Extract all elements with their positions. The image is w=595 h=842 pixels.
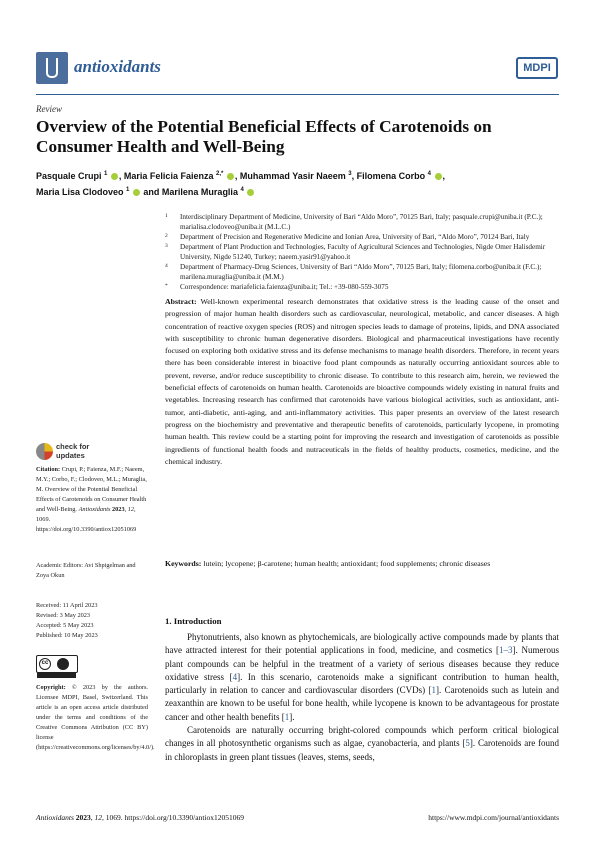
author-affil-sup: 3 bbox=[348, 171, 352, 177]
section-heading-introduction: 1. Introduction bbox=[165, 616, 222, 626]
journal-logo[interactable] bbox=[36, 52, 68, 84]
cc-by-license-icon[interactable]: cc bbox=[36, 655, 78, 673]
citation-doi-link[interactable]: , 1069. https://doi.org/10.3390/antiox12051069 bbox=[36, 506, 137, 533]
orcid-icon[interactable] bbox=[435, 173, 442, 180]
affiliation-item: 3 Department of Plant Production and Technologies, Faculty of Agricultural Sciences and Technologies, Nigde Omer Halisdemir University, Nigde 51240, Turkey; naeem.yasir91@yahoo.it bbox=[165, 243, 546, 261]
citation-link[interactable]: 5 bbox=[465, 738, 470, 749]
paragraph: Phytonutrients, also known as phytochemicals, are biologically active compounds made by plants that have attracted interest for their potential applications in food, medicine, and cosmetics [1–3]. Numerous plant compounds can be helpful in the treatment of a variety of serious diseases because they reduce oxidative stress [4]. In this scenario, carotenoids make a significant contribution to human health, particularly in relation to cancer and cardiovascular disorders (CVDs) [1]. Carotenoids such as lutein and zeaxanthin are known to be useful for bone health, while lycopene is known to be advantageous for prostate cancer and other health benefits [1]. bbox=[165, 632, 559, 722]
footer-doi-link[interactable]: , 1069. https://doi.org/10.3390/antiox12051069 bbox=[102, 813, 244, 822]
flask-icon bbox=[46, 58, 58, 78]
author-affil-sup: 1 bbox=[126, 186, 130, 193]
date-published: Published: 10 May 2023 bbox=[36, 632, 98, 639]
author-affil-sup: 4 bbox=[240, 186, 244, 193]
correspondence: * Correspondence: mariafelicia.faienza@uniba.it; Tel.: +39-080-559-3075 bbox=[165, 283, 389, 291]
author-name[interactable]: Maria Lisa Clodoveo bbox=[36, 186, 124, 197]
affiliation-item: 4 Department of Pharmacy-Drug Sciences, University of Bari “Aldo Moro”, 70125 Bari, Italy; filomena.corbo@uniba.it (F.C.); marilena.muraglia@uniba.it (M.M.) bbox=[165, 263, 542, 281]
citation-block: Citation: Crupi, P.; Faienza, M.F.; Naeem, M.Y.; Corbo, F.; Clodoveo, M.L.; Muraglia, M. Overview of the Potential Beneficial Effects of Carotenoids on Consumer Health and Well-Being. Antioxidants 2023, 12, 1069. https://doi.org/10.3390/antiox12051069 bbox=[36, 466, 147, 533]
author-name[interactable]: Maria Felicia Faienza bbox=[123, 171, 214, 181]
citation-link[interactable]: 1 bbox=[284, 711, 290, 722]
abstract bbox=[165, 296, 559, 468]
date-received: Received: 11 April 2023 bbox=[36, 602, 98, 609]
keywords-label: Keywords: bbox=[165, 559, 202, 568]
copyright-block: Copyright: © 2023 by the authors. Licensee MDPI, Basel, Switzerland. This article is an open access article distributed under the terms and conditions of the Creative Commons Attribution (CC BY) license (https://creativecommons.org/licenses/by/4.0/). bbox=[36, 684, 155, 751]
check-updates-badge[interactable]: check for updates bbox=[36, 441, 126, 463]
date-accepted: Accepted: 5 May 2023 bbox=[36, 622, 94, 629]
orcid-icon[interactable] bbox=[111, 173, 118, 180]
affiliations bbox=[165, 212, 559, 292]
journal-name[interactable]: antioxidants bbox=[74, 57, 161, 76]
author-name[interactable]: Filomena Corbo bbox=[356, 171, 426, 181]
affiliation-item: 2 Department of Precision and Regenerative Medicine and Ionian Area, University of Bari, “Aldo Moro”, 70124 Bari, Italy bbox=[165, 233, 530, 241]
affiliation-item: 1 Interdisciplinary Department of Medicine, University of Bari “Aldo Moro”, 70125 Bari, Italy; pasquale.crupi@uniba.it (P.C.); marialisa.clodoveo@uniba.it (M.L.C.) bbox=[165, 213, 543, 231]
article-title: Overview of the Potential Beneficial Effects of Carotenoids on Consumer Health and Well-Being bbox=[36, 117, 492, 156]
check-updates-icon bbox=[36, 443, 53, 460]
academic-editors: Academic Editors: Avi Shpigelman and Zoya Okun bbox=[36, 562, 136, 579]
publication-dates bbox=[36, 601, 148, 641]
author-list: Pasquale Crupi $^1$ , Maria Felicia Faienza $^{2,*}$ , Muhammad Yasir Naeem $^3$, Filomena Corbo $^4$ , Maria Lisa Clodoveo $^1$ and Marilena Muraglia $^4$ bbox=[36, 171, 446, 197]
author-name[interactable]: Muhammad Yasir Naeem bbox=[239, 171, 346, 181]
author-name[interactable]: Marilena Muraglia bbox=[161, 186, 238, 197]
citation-link[interactable]: 1 bbox=[431, 685, 437, 696]
introduction-body bbox=[165, 631, 559, 764]
mdpi-logo[interactable]: MDPI bbox=[516, 57, 558, 79]
orcid-icon[interactable] bbox=[247, 189, 254, 196]
header-divider bbox=[36, 94, 559, 95]
keywords-text: lutein; lycopene; β-carotene; human health; antioxidant; food supplements; chronic diseases bbox=[203, 559, 491, 568]
paragraph: Carotenoids are naturally occurring bright-colored compounds which perform critical biological changes in all photosynthetic organisms such as algae, cyanobacteria, and plants [5]. Carotenoids are found in chloroplasts in green plant tissues (leaves, stems, seeds, bbox=[165, 725, 559, 762]
abstract-label: Abstract: bbox=[165, 297, 197, 306]
abstract-text: Well-known experimental research demonstrates that oxidative stress is the leading cause of the onset and progression of major human health disorders such as cardiovascular, neurological, metabolic, and cancer diseases. A high concentration of reactive oxygen species (ROS) and nitrogen species leads to damage of proteins, lipids, and DNA associated with susceptibility to chronic human degenerative disorders. Biological and pharmaceutical investigations have recently focused on exploring both oxidative stress and its defense mechanisms to manage health disorders. Therefore, in recent years there has been considerable interest in bioactive food plant compounds as naturally occurring antioxidant sources able to prevent, reverse, and/or reduce susceptibility to chronic disease. To contribute to this research aim, herein, we reviewed the beneficial effects of carotenoids on human health. Carotenoids are bioactive compounds widely existing in natural fruits and vegetables. Increasing research has confirmed that carotenoids have various biological activities, such as antioxidant, anti-tumor, anti-diabetic, anti-aging, and anti-inflammatory activities. This paper presents an overview of the latest research progress on the biochemistry and preventative and therapeutic benefits of carotenoids, particularly lycopene, in promoting human health. This review could be a starting point for improving the research and investigation of carotenoids as possible ingredients of functional health foods and nutraceuticals in the fields of healthy products, cosmetics, medicine, and the chemical industry. bbox=[165, 297, 560, 466]
author-name[interactable]: Pasquale Crupi bbox=[36, 171, 102, 181]
date-revised: Revised: 3 May 2023 bbox=[36, 612, 91, 619]
keywords bbox=[165, 558, 559, 570]
footer-journal-url[interactable]: https://www.mdpi.com/journal/antioxidants bbox=[428, 813, 559, 822]
orcid-icon[interactable] bbox=[227, 173, 234, 180]
citation-link[interactable]: 4 bbox=[232, 671, 238, 682]
author-affil-sup: 1 bbox=[104, 171, 108, 177]
orcid-icon[interactable] bbox=[133, 189, 140, 196]
citation-link[interactable]: 1–3 bbox=[499, 645, 513, 656]
article-type: Review bbox=[36, 104, 62, 114]
author-affil-sup: 4 bbox=[427, 171, 431, 177]
author-affil-sup: 2,* bbox=[215, 171, 224, 177]
footer-citation: Antioxidants 2023, 12, 1069. https://doi.org/10.3390/antiox12051069 bbox=[36, 813, 244, 822]
